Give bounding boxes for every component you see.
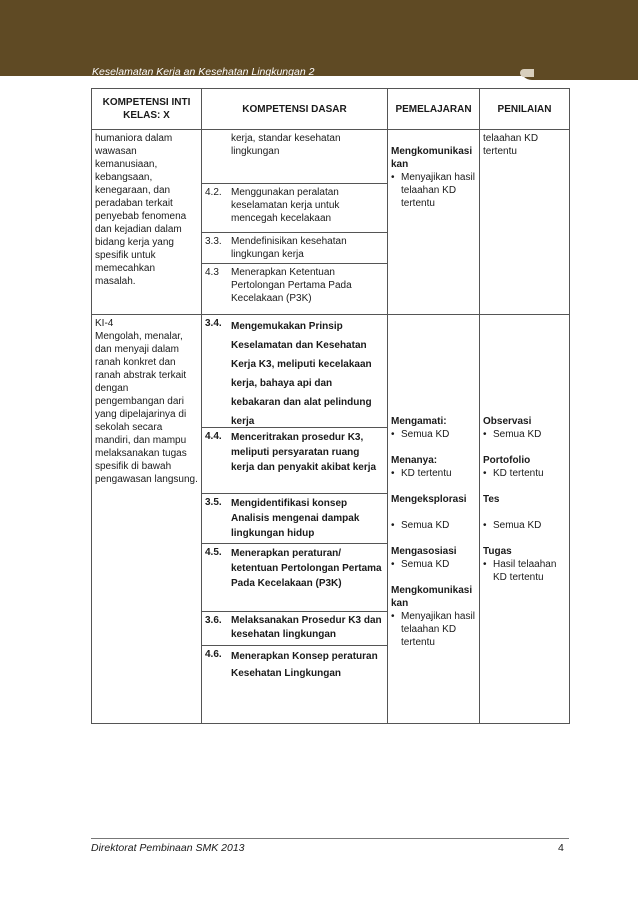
footer-publisher: Direktorat Pembinaan SMK 2013 <box>91 842 245 854</box>
ki-cell <box>92 315 202 724</box>
list-item: • Semua KD <box>483 520 542 531</box>
tugas-label: Tugas <box>483 546 512 557</box>
list-item: • Semua KD <box>391 520 450 531</box>
table-header-row <box>92 89 570 130</box>
ki-code: KI-4 <box>95 318 114 329</box>
mengasosiasi-label: Mengasosiasi <box>391 546 457 557</box>
list-item: • Semua KD <box>391 429 450 440</box>
list-item: • Menyajikan hasil telaahan KD tertentu <box>391 611 475 648</box>
kd-item: 3.3. Mendefinisikan kesehatan lingkungan kerja <box>202 233 387 264</box>
kd-cell <box>202 315 388 724</box>
kd-item: 3.5. Mengidentifikasi konsep Analisis mengenai dampak lingkungan hidup <box>202 494 387 544</box>
mengkomunikasikan-label: Mengkomunikasikan <box>391 585 473 609</box>
pembelajaran-title: Mengkomunikasikan <box>391 146 473 170</box>
kd-item: 4.6. Menerapkan Konsep peraturan Kesehatan Lingkungan <box>205 649 378 679</box>
page-number: 4 <box>558 842 564 854</box>
list-item: • Hasil telaahan KD tertentu <box>483 559 557 583</box>
portofolio-label: Portofolio <box>483 455 531 466</box>
kd-item: 4.2. Menggunakan peralatan keselamatan kerja untuk mencegah kecelakaan <box>202 184 387 233</box>
ki-cell <box>92 130 202 315</box>
table-row <box>92 315 570 724</box>
mengamati-label: Mengamati: <box>391 416 447 427</box>
kd-cell <box>202 130 388 315</box>
header-accent <box>520 69 534 77</box>
penilaian-cell <box>480 315 570 724</box>
footer-rule <box>91 838 569 839</box>
list-item: • Semua KD <box>483 429 542 440</box>
header-kompetensi-inti: KOMPETENSI INTI KELAS: X <box>92 89 202 130</box>
list-item: • KD tertentu <box>391 468 452 479</box>
kd-item: kerja, standar kesehatan lingkungan <box>202 130 387 184</box>
pembelajaran-cell <box>388 130 480 315</box>
document-header-title: Keselamatan Kerja an Kesehatan Lingkungan 2 <box>92 66 315 78</box>
kd-item: 4.3 Menerapkan Ketentuan Pertolongan Pertama Pada Kecelakaan (P3K) <box>205 267 352 304</box>
tes-label: Tes <box>483 494 500 505</box>
ki-text: humaniora dalam wawasan kemanusiaan, kebangsaan, kenegaraan, dan peradaban terkait penyebab fenomena dan kejadian dalam bidang kerja yang spesifik untuk memecahkan masalah. <box>95 133 187 287</box>
list-item: • KD tertentu <box>483 468 544 479</box>
kd-item: 4.5. Menerapkan peraturan/ ketentuan Pertolongan Pertama Pada Kecelakaan (P3K) <box>202 544 387 612</box>
table-row <box>92 130 570 315</box>
mengeksplorasi-label: Mengeksplorasi <box>391 494 467 505</box>
header-pemelajaran: PEMELAJARAN <box>388 89 480 130</box>
pembelajaran-cell <box>388 315 480 724</box>
penilaian-cell: telaahan KD tertentu <box>480 130 570 315</box>
menanya-label: Menanya: <box>391 455 438 466</box>
curriculum-table <box>91 88 570 724</box>
observasi-label: Observasi <box>483 416 532 427</box>
header-banner-tab <box>520 60 638 80</box>
header-penilaian: PENILAIAN <box>480 89 570 130</box>
kd-item: 3.4. Mengemukakan Prinsip Keselamatan dan Kesehatan Kerja K3, meliputi kecelakaan kerja, bahaya api dan kebakaran dan alat pelindung kerja <box>202 315 387 428</box>
header-kompetensi-dasar: KOMPETENSI DASAR <box>202 89 388 130</box>
kd-item: 4.4. Menceritrakan prosedur K3, meliputi persyaratan ruang kerja dan penyakit akibat kerja <box>202 428 387 494</box>
kd-item: 3.6. Melaksanakan Prosedur K3 dan kesehatan lingkungan <box>202 612 387 646</box>
ki-text: Mengolah, menalar, dan menyaji dalam ranah konkret dan ranah abstrak terkait dengan pengembangan dari yang dipelajarinya di sekolah secara mandiri, dan mampu melaksanakan tugas spesifik di bawah pengawasan langsung. <box>95 331 198 485</box>
list-item: • Semua KD <box>391 559 450 570</box>
list-item: • Menyajikan hasil telaahan KD tertentu <box>391 172 475 209</box>
